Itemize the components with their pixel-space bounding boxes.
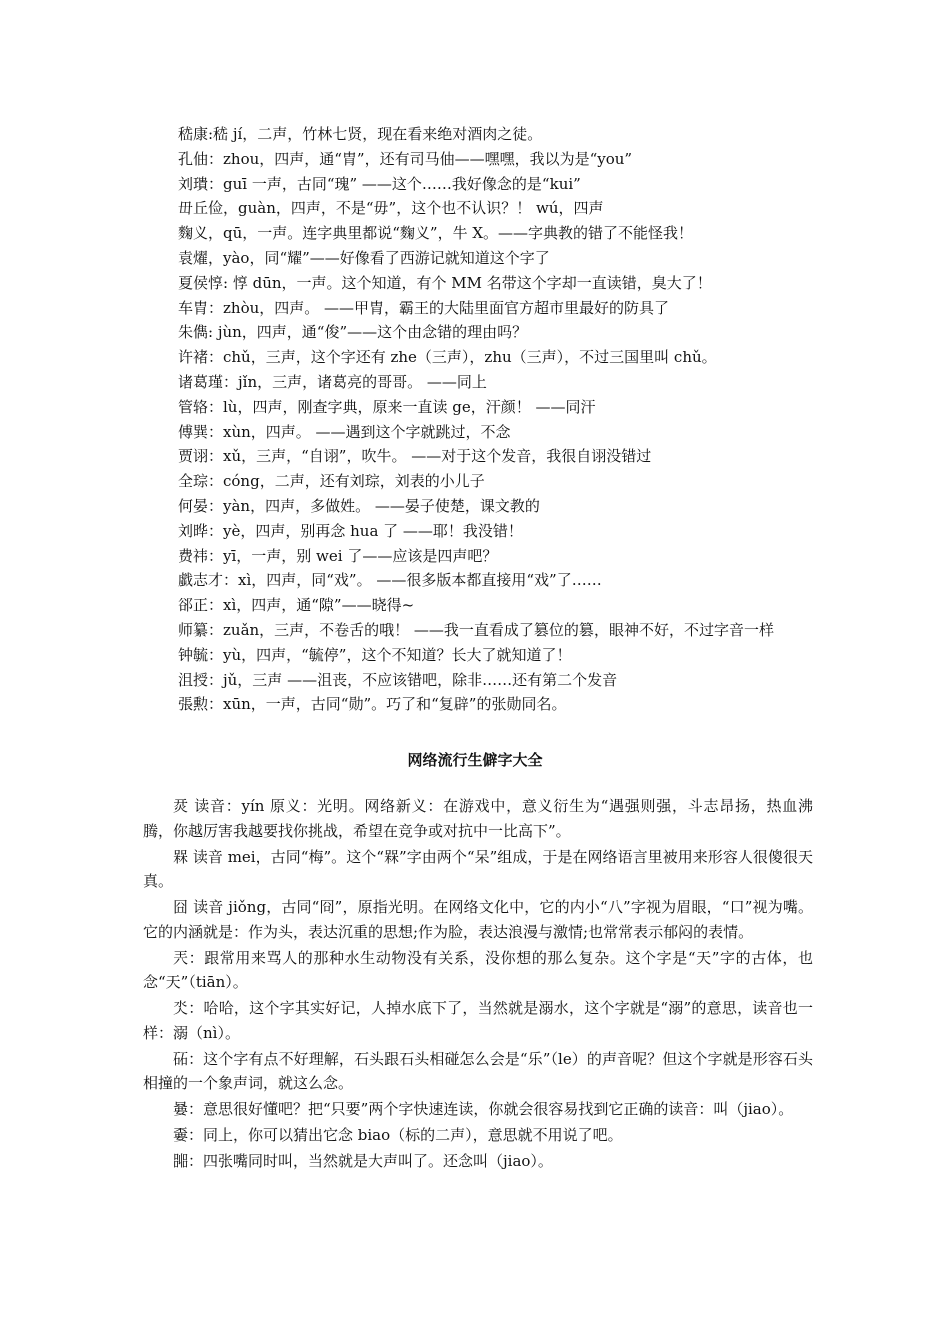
list-item: 师纂：zuǎn，三声，不卷舌的哦！ ——我一直看成了篡位的篡，眼神不好，不过字音一样 [178,620,774,639]
list-item: 管辂：lù，四声，刚查字典，原来一直读 ge，汗颜！ ——同汗 [178,397,596,416]
list-item: 嵇康:嵇 jí，二声，竹林七贤，现在看来绝对酒肉之徒。 [178,125,543,143]
list-item: 车胄：zhòu，四声。 ——甲胄，霸王的大陆里面官方超市里最好的防具了 [178,298,670,317]
paragraph: 烎 读音：yín 原义：光明。网络新义：在游戏中，意义衍生为“遇强则强，斗志昂扬，热血沸腾，你越厉害我越要找你挑战，希望在竞争或对抗中一比高下”。 [143,797,813,840]
paragraph: 嫑：同上，你可以猜出它念 biao（标的二声），意思就不用说了吧。 [173,1126,623,1145]
pronunciation-list [178,122,828,717]
paragraph: 氼：哈哈，这个字其实好记，人掉水底下了，当然就是溺水，这个字就是“溺”的意思，读音也一样：溺（nì）。 [143,999,813,1042]
list-item: 戱志才：xì，四声，同“戏”。 ——很多版本都直接用“戏”了…… [178,571,602,590]
list-item: 沮授：jǔ，三声 ——沮丧，不应该错吧，除非……还有第二个发音 [178,670,618,689]
paragraph: 嘂：四张嘴同时叫，当然就是大声叫了。还念叫（jiao）。 [173,1152,553,1171]
paragraph: 嘦：意思很好懂吧？把“只要”两个字快速连读，你就会很容易找到它正确的读音：叫（jiao）。 [173,1100,794,1119]
list-item: 贾诩：xǔ，三声，“自诩”，吹牛。 ——对于这个发音，我很自诩没错过 [178,447,652,466]
paragraph: 砳：这个字有点不好理解，石头跟石头相碰怎么会是“乐”（le）的声音呢？但这个字就是形容石头相撞的一个象声词，就这么念。 [143,1049,813,1093]
list-item: 孔伷：zhou，四声，通“胄”，还有司马伷——嘿嘿，我以为是“you” [178,149,633,168]
list-item: 袁燿，yào，同“耀”——好像看了西游记就知道这个字了 [178,248,550,267]
list-item: 傅巽：xùn，四声。 ——遇到这个字就跳过，不念 [178,422,511,441]
list-item: 刘晔：yè，四声，别再念 hua 了 ——耶！我没错！ [178,521,523,540]
list-item: 诸葛瑾：jǐn，三声，诸葛亮的哥哥。 ——同上 [178,372,487,391]
list-item: 何晏：yàn，四声，多做姓。 ——晏子使楚，课文教的 [178,496,540,515]
section-title: 网络流行生僻字大全 [407,751,543,769]
list-item: 毌丘俭，guàn，四声，不是“毋”，这个也不认识？！ wú，四声 [178,199,604,218]
paragraph: 兲：跟常用来骂人的那种水生动物没有关系，没你想的那么复杂。这个字是“天”字的古体，也念“天”（tiān）。 [143,948,813,992]
list-item: 夏侯惇: 惇 dūn，一声。这个知道，有个 MM 名带这个字却一直读错，臭大了！ [178,273,712,292]
list-item: 朱儁: jùn，四声，通“俊”——这个由念错的理由吗？ [178,323,528,342]
list-item: 全琮：cóng，二声，还有刘琮，刘表的小儿子 [178,472,485,491]
paragraph: 槑 读音 mei，古同“梅”。这个“槑”字由两个“呆”组成，于是在网络语言里被用来形容人很傻很天真。 [143,847,813,891]
list-item: 费祎：yī，一声，别 wei 了——应该是四声吧？ [178,546,498,565]
list-item: 钟毓：yù，四声，“毓停”，这个不知道？长大了就知道了！ [178,645,572,664]
list-item: 張勲：xūn，一声，古同“勋”。巧了和“复辟”的张勋同名。 [178,695,567,714]
list-item: 郤正：xì，四声，通“隙”——晓得~ [178,596,415,615]
list-item: 麴义，qū，一声。连字典里都说“麴义”，牛 X。——字典教的错了不能怪我！ [178,224,694,243]
list-item: 许褚：chǔ，三声，这个字还有 zhe（三声），zhu（三声），不过三国里叫 chǔ。 [178,348,717,367]
list-item: 刘璝：guī 一声，古同“瑰” ——这个……我好像念的是“kui” [178,174,581,193]
paragraph: 囧 读音 jiǒng，古同“冏”，原指光明。在网络文化中，它的内小“八”字视为眉眼，“口”视为嘴。它的内涵就是：作为头，表达沉重的思想;作为脸，表达浪漫与激情;也常常表示郁闷的表情。 [143,898,813,941]
paragraph-list [143,794,813,1175]
